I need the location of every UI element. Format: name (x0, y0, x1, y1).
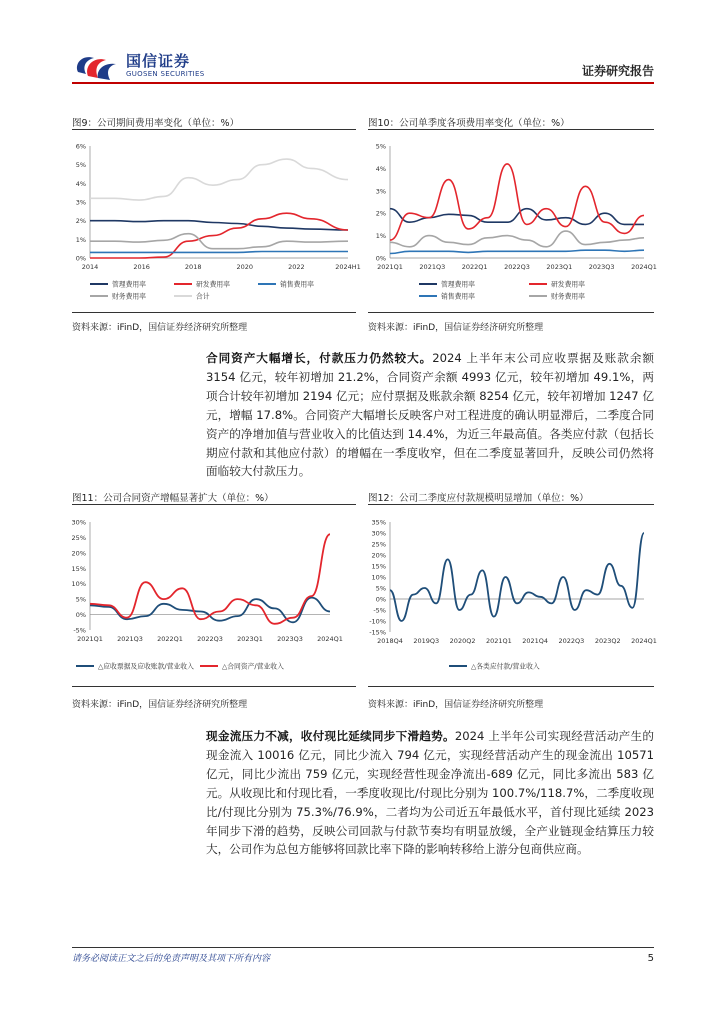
fig9-ytick: 5% (75, 161, 86, 170)
fig12-xtick: 2018Q4 (377, 637, 403, 645)
fig10-xtick: 2021Q1 (377, 263, 403, 271)
fig9-legend-label: 管理费用率 (112, 280, 146, 289)
fig9-title-rule (72, 129, 356, 130)
fig9-legend-label: 财务费用率 (112, 292, 146, 301)
fig12-chart (364, 512, 656, 682)
fig11-title-rule (72, 504, 356, 505)
fig12-ytick: 15% (371, 562, 386, 571)
fig10-xtick: 2021Q3 (419, 263, 446, 271)
fig11-xtick: 2022Q3 (197, 635, 223, 643)
fig10-ytick: 1% (375, 232, 386, 241)
paragraph-2-body: 2024 上半年公司实现经营活动产生的现金流入 10016 亿元，同比少流入 794 亿元，实现经营活动产生的现金流出 10571 亿元，同比少流出 759 亿元，实现经营性现金净流出-689 亿元，同比多流出 583 亿元。从收现比和付现比看，一季度收现比/付现比分别为 100.7%/118.7%，二季度收现比/付现比分别为 75.3%/76.9%，二者均为公司近五年最低水平，首付现比延续 2023 年同步下滑的趋势，反映公司回款与付款节奏均有明显放缓，全产业链现金结算压力较大，公司作为总包方能够将回款比率下降的影响转移给上游分包商供应商。 (206, 729, 654, 857)
fig11-xtick: 2024Q1 (317, 635, 343, 643)
fig12-xtick: 2021Q4 (522, 637, 549, 645)
fig9-legend-label: 研发费用率 (196, 280, 230, 289)
fig12-ytick: -15% (369, 628, 386, 637)
fig12-ytick: 30% (371, 529, 386, 538)
fig11-title: 图11：公司合同资产增幅显著扩大（单位：%） (72, 493, 274, 504)
fig10-title: 图10：公司单季度各项费用率变化（单位：%） (368, 118, 570, 129)
fig9-xtick: 2016 (133, 263, 150, 271)
fig9-series-3 (90, 234, 348, 249)
fig9-legend-label: 销售费用率 (280, 280, 314, 289)
fig10-legend-label: 销售费用率 (441, 292, 475, 301)
page-number: 5 (647, 953, 654, 964)
fig10-xtick: 2023Q3 (588, 263, 615, 271)
paragraph-2-lead: 现金流压力不减，收付现比延续同步下滑趋势。 (206, 729, 455, 743)
fig10-ytick: 5% (375, 142, 386, 151)
fig11-bottom-rule (72, 686, 356, 687)
fig12-legend-label: △各类应付款/营业收入 (471, 662, 540, 671)
fig11-ytick: 30% (71, 518, 86, 527)
fig12-series-0 (390, 533, 644, 621)
header-rule (72, 82, 654, 84)
fig9-ytick: 2% (75, 217, 86, 226)
fig12-ytick: 20% (371, 551, 386, 560)
fig10-ytick: 3% (375, 187, 386, 196)
fig12-xtick: 2021Q1 (485, 637, 512, 645)
fig11-xtick: 2023Q1 (237, 635, 263, 643)
fig12-ytick: -5% (373, 606, 386, 615)
fig10-legend-label: 研发费用率 (551, 280, 585, 289)
fig10-legend-label: 财务费用率 (551, 292, 585, 301)
fig9-ytick: 4% (75, 179, 86, 188)
paragraph-cash-flow (206, 727, 654, 859)
fig12-xtick: 2020Q2 (449, 637, 476, 645)
fig10-series-1 (390, 164, 644, 240)
fig12-title-rule (368, 504, 654, 505)
fig10-ytick: 2% (375, 209, 386, 218)
fig11-ytick: 20% (71, 549, 86, 558)
footer-disclaimer: 请务必阅读正文之后的免责声明及其项下所有内容 (72, 954, 271, 964)
fig11-ytick: 10% (71, 580, 86, 589)
fig10-ytick: 0% (375, 254, 386, 263)
header-logo (72, 50, 222, 82)
fig12-ytick: 35% (371, 518, 386, 527)
fig9-xtick: 2018 (184, 263, 202, 271)
logo-cn-text: 国信证券 (126, 52, 191, 70)
fig11-ytick: 15% (71, 564, 86, 573)
fig9-legend-label: 合计 (196, 292, 210, 301)
fig9-xtick: 2014 (81, 263, 99, 271)
paragraph-1-lead: 合同资产大幅增长，付款压力仍然较大。 (206, 351, 433, 365)
fig9-series-4 (90, 159, 348, 200)
fig12-bottom-rule (368, 686, 654, 687)
fig11-series-1 (90, 534, 330, 624)
fig9-chart (68, 136, 361, 306)
fig9-series-2 (90, 252, 348, 253)
fig11-series-0 (90, 598, 330, 623)
fig12-ytick: 10% (371, 573, 386, 582)
footer-rule (72, 947, 654, 948)
fig11-xtick: 2022Q1 (157, 635, 183, 643)
fig9-ytick: 3% (75, 198, 86, 207)
report-type: 证券研究报告 (581, 64, 654, 78)
fig12-xtick: 2024Q1 (631, 637, 657, 645)
fig12-xtick: 2019Q3 (413, 637, 440, 645)
fig10-xtick: 2024Q1 (631, 263, 657, 271)
fig9-xtick: 2022 (288, 263, 305, 271)
fig10-source: 资料来源：iFinD，国信证券经济研究所整理 (368, 323, 544, 333)
logo-en-text: GUOSEN SECURITIES (126, 70, 205, 78)
fig11-ytick: 0% (75, 611, 86, 620)
fig10-series-3 (390, 231, 644, 247)
fig11-legend-label: △合同资产/营业收入 (222, 662, 284, 671)
fig10-xtick: 2022Q1 (461, 263, 488, 271)
fig10-xtick: 2023Q1 (546, 263, 573, 271)
fig11-ytick: 25% (71, 533, 86, 542)
guosen-logo-icon (72, 50, 122, 82)
fig10-chart (364, 136, 656, 306)
fig11-legend-label: △应收票据及应收账款/营业收入 (98, 662, 194, 671)
fig11-xtick: 2023Q3 (277, 635, 303, 643)
fig10-bottom-rule (368, 312, 654, 313)
fig11-source: 资料来源：iFinD，国信证券经济研究所整理 (72, 700, 248, 710)
fig9-ytick: 0% (75, 254, 86, 263)
fig10-series-2 (390, 250, 644, 253)
fig11-xtick: 2021Q1 (77, 635, 103, 643)
fig12-source: 资料来源：iFinD，国信证券经济研究所整理 (368, 700, 544, 710)
fig10-ytick: 4% (375, 164, 386, 173)
fig12-ytick: 25% (371, 540, 386, 549)
fig12-xtick: 2022Q3 (558, 637, 585, 645)
fig11-xtick: 2021Q3 (117, 635, 143, 643)
fig12-ytick: 5% (375, 584, 386, 593)
fig10-title-rule (368, 129, 654, 130)
fig12-xtick: 2023Q2 (594, 637, 621, 645)
fig11-ytick: 5% (75, 595, 86, 604)
fig11-ytick: -5% (73, 626, 86, 635)
fig9-xtick: 2020 (236, 263, 254, 271)
fig10-legend-label: 管理费用率 (441, 280, 475, 289)
fig9-xtick: 2024H1 (335, 263, 361, 271)
fig10-xtick: 2022Q3 (504, 263, 530, 271)
fig12-ytick: -10% (369, 617, 386, 626)
fig12-ytick: 0% (375, 595, 386, 604)
fig9-title: 图9：公司期间费用率变化（单位：%） (72, 118, 240, 129)
fig9-bottom-rule (72, 312, 356, 313)
paragraph-1-body: 2024 上半年末公司应收票据及账款余额 3154 亿元，较年初增加 21.2%，合同资产余额 4993 亿元，较年初增加 49.1%，两项合计较年初增加 2194 亿元；应付票据及账款余额 8254 亿元，较年初增加 1247 亿元，增幅 17.8%。合同资产大幅增长反映客户对工程进度的确认明显滞后，二季度合同资产的净增加值与营业收入的比值达到 14.4%，为近三年最高值。各类应付款（包括长期应付款和其他应付款）的增幅在一季度收窄，但在二季度显著回升，反映公司仍然将面临较大付款压力。 (206, 351, 654, 479)
fig11-chart (68, 512, 358, 682)
paragraph-contract-assets (206, 349, 654, 481)
fig9-source: 资料来源：iFinD，国信证券经济研究所整理 (72, 323, 248, 333)
fig9-ytick: 6% (75, 142, 86, 151)
fig9-series-0 (90, 221, 348, 230)
fig9-ytick: 1% (75, 235, 86, 244)
fig12-title: 图12：公司二季度应付款规模明显增加（单位：%） (368, 493, 589, 504)
